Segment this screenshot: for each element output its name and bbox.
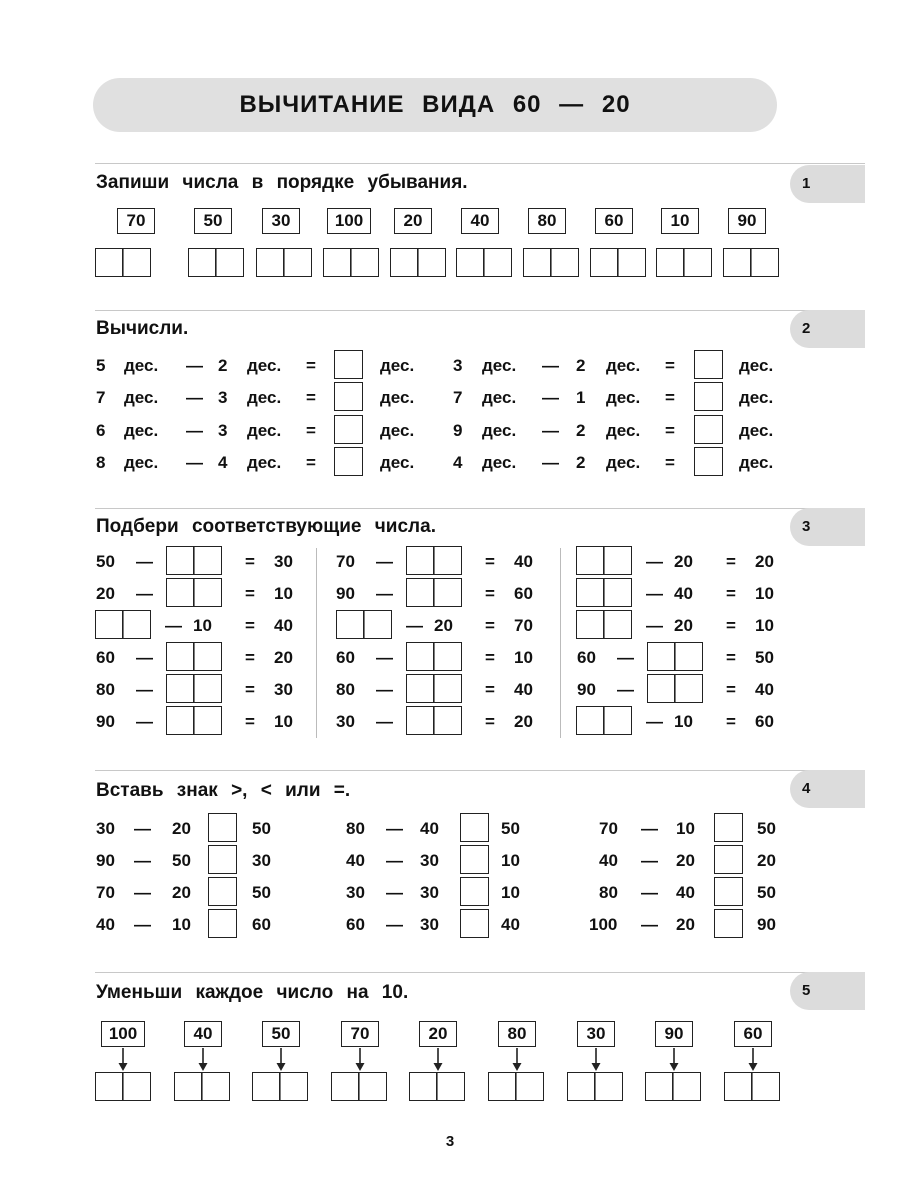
operand: 20 — [674, 616, 693, 635]
comparison-box[interactable] — [208, 845, 237, 874]
equals-sign: = — [485, 648, 495, 667]
expr-token: дес. — [380, 421, 415, 440]
operand: 90 — [96, 851, 115, 870]
minus-sign: — — [386, 883, 403, 902]
expr-token: 4 — [453, 453, 463, 472]
result: 10 — [755, 584, 774, 603]
number-box: 50 — [194, 208, 232, 234]
operand: 30 — [346, 883, 365, 902]
operand: 70 — [336, 552, 355, 571]
task-number-tab: 2 — [790, 310, 865, 348]
comparison-box[interactable] — [208, 909, 237, 938]
operand: 60 — [577, 648, 596, 667]
answer-cells[interactable] — [576, 578, 632, 607]
operand: 50 — [252, 819, 271, 838]
equals-sign: = — [485, 616, 495, 635]
equals-sign: = — [245, 648, 255, 667]
answer-cells[interactable] — [590, 248, 646, 277]
down-arrow-icon — [747, 1048, 759, 1072]
number-box: 90 — [655, 1021, 693, 1047]
expr-token: 2 — [576, 356, 586, 375]
minus-sign: — — [134, 851, 151, 870]
expr-token: дес. — [606, 421, 641, 440]
operand: 30 — [252, 851, 271, 870]
result: 30 — [274, 680, 293, 699]
answer-cells[interactable] — [409, 1072, 465, 1101]
expr-token: — — [542, 453, 559, 472]
operand: 40 — [676, 883, 695, 902]
operand: 30 — [420, 883, 439, 902]
section-divider — [95, 770, 865, 771]
answer-box[interactable] — [694, 415, 723, 444]
expr-token: = — [665, 388, 675, 407]
section-divider — [95, 972, 865, 973]
result: 30 — [274, 552, 293, 571]
answer-cells[interactable] — [456, 248, 512, 277]
down-arrow-icon — [117, 1048, 129, 1072]
operand: 60 — [336, 648, 355, 667]
section-divider — [95, 310, 865, 311]
expr-token: дес. — [739, 453, 774, 472]
equals-sign: = — [726, 552, 736, 571]
comparison-box[interactable] — [208, 813, 237, 842]
expr-token: = — [306, 421, 316, 440]
answer-cells[interactable] — [723, 248, 779, 277]
task-heading: Уменьши каждое число на 10. — [96, 982, 409, 1003]
down-arrow-icon — [197, 1048, 209, 1072]
operand: 50 — [96, 552, 115, 571]
expr-token: 4 — [218, 453, 228, 472]
equals-sign: = — [726, 616, 736, 635]
answer-cells[interactable] — [256, 248, 312, 277]
answer-cells[interactable] — [188, 248, 244, 277]
expr-token: 8 — [96, 453, 106, 472]
expr-token: дес. — [380, 356, 415, 375]
expr-token: дес. — [124, 421, 159, 440]
expr-token: — — [542, 388, 559, 407]
equals-sign: = — [485, 552, 495, 571]
operand: 80 — [599, 883, 618, 902]
operand: 40 — [420, 819, 439, 838]
comparison-box[interactable] — [460, 877, 489, 906]
answer-cells[interactable] — [166, 674, 222, 703]
answer-cells[interactable] — [406, 578, 462, 607]
expr-token: дес. — [247, 356, 282, 375]
expr-token: 9 — [453, 421, 463, 440]
result: 40 — [274, 616, 293, 635]
expr-token: дес. — [739, 421, 774, 440]
answer-cells[interactable] — [390, 248, 446, 277]
task-number-tab: 1 — [790, 165, 865, 203]
comparison-box[interactable] — [714, 813, 743, 842]
operand: 20 — [172, 883, 191, 902]
answer-cells[interactable] — [724, 1072, 780, 1101]
expr-token: дес. — [482, 388, 517, 407]
answer-cells[interactable] — [406, 642, 462, 671]
minus-sign: — — [136, 584, 153, 603]
expr-token: дес. — [247, 388, 282, 407]
answer-cells[interactable] — [95, 610, 151, 639]
operand: 20 — [434, 616, 453, 635]
task-heading: Вставь знак >, < или =. — [96, 780, 351, 801]
minus-sign: — — [386, 819, 403, 838]
comparison-box[interactable] — [208, 877, 237, 906]
minus-sign: — — [641, 915, 658, 934]
operand: 10 — [676, 819, 695, 838]
operand: 10 — [674, 712, 693, 731]
down-arrow-icon — [511, 1048, 523, 1072]
comparison-box[interactable] — [460, 909, 489, 938]
equals-sign: = — [485, 584, 495, 603]
down-arrow-icon — [432, 1048, 444, 1072]
operand: 60 — [346, 915, 365, 934]
expr-token: — — [542, 421, 559, 440]
answer-box[interactable] — [334, 350, 363, 379]
expr-token: дес. — [247, 453, 282, 472]
expr-token: дес. — [380, 388, 415, 407]
answer-box[interactable] — [334, 447, 363, 476]
expr-token: 5 — [96, 356, 106, 375]
expr-token: — — [542, 356, 559, 375]
down-arrow-icon — [668, 1048, 680, 1072]
operand: 100 — [589, 915, 618, 934]
operand: 20 — [674, 552, 693, 571]
result: 70 — [514, 616, 533, 635]
operand: 80 — [96, 680, 115, 699]
operand: 90 — [757, 915, 776, 934]
number-box: 30 — [577, 1021, 615, 1047]
answer-cells[interactable] — [336, 610, 392, 639]
answer-cells[interactable] — [166, 546, 222, 575]
expr-token: — — [186, 388, 203, 407]
expr-token: дес. — [606, 388, 641, 407]
operand: 80 — [336, 680, 355, 699]
number-box: 70 — [117, 208, 155, 234]
expr-token: = — [306, 453, 316, 472]
number-box: 40 — [184, 1021, 222, 1047]
minus-sign: — — [134, 819, 151, 838]
answer-box[interactable] — [694, 350, 723, 379]
expr-token: 2 — [576, 421, 586, 440]
operand: 80 — [346, 819, 365, 838]
operand: 10 — [172, 915, 191, 934]
operand: 60 — [252, 915, 271, 934]
down-arrow-icon — [354, 1048, 366, 1072]
operand: 40 — [346, 851, 365, 870]
number-box: 50 — [262, 1021, 300, 1047]
result: 20 — [274, 648, 293, 667]
expr-token: дес. — [606, 453, 641, 472]
answer-cells[interactable] — [567, 1072, 623, 1101]
minus-sign: — — [136, 712, 153, 731]
comparison-box[interactable] — [460, 813, 489, 842]
answer-cells[interactable] — [647, 642, 703, 671]
equals-sign: = — [245, 712, 255, 731]
equals-sign: = — [726, 680, 736, 699]
number-box: 90 — [728, 208, 766, 234]
page-number: 3 — [445, 1133, 455, 1150]
operand: 20 — [96, 584, 115, 603]
number-box: 20 — [394, 208, 432, 234]
expr-token: 2 — [218, 356, 228, 375]
result: 60 — [514, 584, 533, 603]
equals-sign: = — [726, 584, 736, 603]
minus-sign: — — [646, 552, 663, 571]
operand: 20 — [676, 915, 695, 934]
comparison-box[interactable] — [714, 877, 743, 906]
answer-cells[interactable] — [166, 578, 222, 607]
comparison-box[interactable] — [460, 845, 489, 874]
down-arrow-icon — [275, 1048, 287, 1072]
answer-cells[interactable] — [166, 706, 222, 735]
expr-token: дес. — [380, 453, 415, 472]
answer-cells[interactable] — [576, 706, 632, 735]
expr-token: — — [186, 356, 203, 375]
task-number-tab: 5 — [790, 972, 865, 1010]
equals-sign: = — [485, 712, 495, 731]
expr-token: = — [665, 356, 675, 375]
expr-token: дес. — [124, 388, 159, 407]
answer-cells[interactable] — [166, 642, 222, 671]
section-divider — [95, 163, 865, 164]
result: 40 — [755, 680, 774, 699]
answer-cells[interactable] — [576, 546, 632, 575]
expr-token: дес. — [606, 356, 641, 375]
operand: 30 — [96, 819, 115, 838]
task-heading: Вычисли. — [96, 318, 189, 339]
answer-cells[interactable] — [656, 248, 712, 277]
minus-sign: — — [134, 883, 151, 902]
comparison-box[interactable] — [714, 909, 743, 938]
expr-token: = — [306, 388, 316, 407]
result: 10 — [514, 648, 533, 667]
answer-cells[interactable] — [523, 248, 579, 277]
result: 20 — [755, 552, 774, 571]
result: 50 — [755, 648, 774, 667]
minus-sign: — — [386, 851, 403, 870]
answer-box[interactable] — [334, 382, 363, 411]
operand: 20 — [757, 851, 776, 870]
number-box: 100 — [327, 208, 371, 234]
operand: 20 — [676, 851, 695, 870]
expr-token: дес. — [124, 356, 159, 375]
operand: 90 — [577, 680, 596, 699]
page-title: ВЫЧИТАНИЕ ВИДА 60 — 20 — [93, 78, 777, 132]
answer-cells[interactable] — [323, 248, 379, 277]
answer-box[interactable] — [694, 447, 723, 476]
equals-sign: = — [485, 680, 495, 699]
minus-sign: — — [617, 680, 634, 699]
number-box: 10 — [661, 208, 699, 234]
minus-sign: — — [646, 584, 663, 603]
equals-sign: = — [245, 552, 255, 571]
answer-cells[interactable] — [95, 1072, 151, 1101]
operand: 70 — [599, 819, 618, 838]
equals-sign: = — [726, 712, 736, 731]
equals-sign: = — [245, 584, 255, 603]
minus-sign: — — [641, 851, 658, 870]
answer-cells[interactable] — [406, 674, 462, 703]
task-heading: Запиши числа в порядке убывания. — [96, 172, 468, 193]
minus-sign: — — [165, 616, 182, 635]
operand: 50 — [757, 883, 776, 902]
minus-sign: — — [376, 712, 393, 731]
minus-sign: — — [386, 915, 403, 934]
down-arrow-icon — [590, 1048, 602, 1072]
minus-sign: — — [136, 552, 153, 571]
expr-token: 3 — [218, 388, 228, 407]
minus-sign: — — [617, 648, 634, 667]
result: 10 — [274, 712, 293, 731]
expr-token: — — [186, 453, 203, 472]
operand: 70 — [96, 883, 115, 902]
answer-cells[interactable] — [647, 674, 703, 703]
minus-sign: — — [646, 616, 663, 635]
expr-token: дес. — [739, 388, 774, 407]
operand: 50 — [501, 819, 520, 838]
number-box: 80 — [498, 1021, 536, 1047]
minus-sign: — — [641, 819, 658, 838]
answer-cells[interactable] — [331, 1072, 387, 1101]
result: 40 — [514, 552, 533, 571]
expr-token: 3 — [218, 421, 228, 440]
number-box: 60 — [734, 1021, 772, 1047]
operand: 40 — [96, 915, 115, 934]
operand: 10 — [501, 883, 520, 902]
minus-sign: — — [134, 915, 151, 934]
result: 60 — [755, 712, 774, 731]
task-number-tab: 3 — [790, 508, 865, 546]
number-box: 40 — [461, 208, 499, 234]
equals-sign: = — [245, 616, 255, 635]
answer-cells[interactable] — [645, 1072, 701, 1101]
equals-sign: = — [245, 680, 255, 699]
number-box: 70 — [341, 1021, 379, 1047]
operand: 50 — [757, 819, 776, 838]
expr-token: дес. — [739, 356, 774, 375]
task-number-tab: 4 — [790, 770, 865, 808]
number-box: 80 — [528, 208, 566, 234]
expr-token: = — [665, 421, 675, 440]
expr-token: дес. — [482, 421, 517, 440]
operand: 30 — [420, 851, 439, 870]
operand: 50 — [252, 883, 271, 902]
operand: 40 — [674, 584, 693, 603]
answer-cells[interactable] — [576, 610, 632, 639]
operand: 40 — [599, 851, 618, 870]
answer-cells[interactable] — [174, 1072, 230, 1101]
minus-sign: — — [406, 616, 423, 635]
minus-sign: — — [641, 883, 658, 902]
minus-sign: — — [376, 648, 393, 667]
number-box: 20 — [419, 1021, 457, 1047]
operand: 20 — [172, 819, 191, 838]
operand: 50 — [172, 851, 191, 870]
number-box: 100 — [101, 1021, 145, 1047]
expr-token: — — [186, 421, 203, 440]
minus-sign: — — [376, 680, 393, 699]
operand: 30 — [420, 915, 439, 934]
result: 10 — [755, 616, 774, 635]
operand: 90 — [336, 584, 355, 603]
minus-sign: — — [136, 680, 153, 699]
expr-token: дес. — [482, 356, 517, 375]
operand: 60 — [96, 648, 115, 667]
answer-box[interactable] — [694, 382, 723, 411]
operand: 30 — [336, 712, 355, 731]
operand: 10 — [193, 616, 212, 635]
answer-cells[interactable] — [252, 1072, 308, 1101]
expr-token: 6 — [96, 421, 106, 440]
answer-cells[interactable] — [488, 1072, 544, 1101]
expr-token: 2 — [576, 453, 586, 472]
expr-token: 3 — [453, 356, 463, 375]
number-box: 30 — [262, 208, 300, 234]
number-box: 60 — [595, 208, 633, 234]
result: 20 — [514, 712, 533, 731]
expr-token: 7 — [96, 388, 106, 407]
minus-sign: — — [646, 712, 663, 731]
expr-token: = — [665, 453, 675, 472]
operand: 40 — [501, 915, 520, 934]
column-divider — [316, 548, 317, 738]
answer-box[interactable] — [334, 415, 363, 444]
column-divider — [560, 548, 561, 738]
result: 40 — [514, 680, 533, 699]
minus-sign: — — [376, 584, 393, 603]
expr-token: дес. — [247, 421, 282, 440]
result: 10 — [274, 584, 293, 603]
answer-cells[interactable] — [95, 248, 151, 277]
expr-token: 1 — [576, 388, 586, 407]
expr-token: дес. — [124, 453, 159, 472]
minus-sign: — — [136, 648, 153, 667]
expr-token: = — [306, 356, 316, 375]
answer-cells[interactable] — [406, 706, 462, 735]
expr-token: дес. — [482, 453, 517, 472]
operand: 90 — [96, 712, 115, 731]
equals-sign: = — [726, 648, 736, 667]
section-divider — [95, 508, 865, 509]
task-heading: Подбери соответствующие числа. — [96, 516, 436, 537]
answer-cells[interactable] — [406, 546, 462, 575]
minus-sign: — — [376, 552, 393, 571]
expr-token: 7 — [453, 388, 463, 407]
operand: 10 — [501, 851, 520, 870]
comparison-box[interactable] — [714, 845, 743, 874]
